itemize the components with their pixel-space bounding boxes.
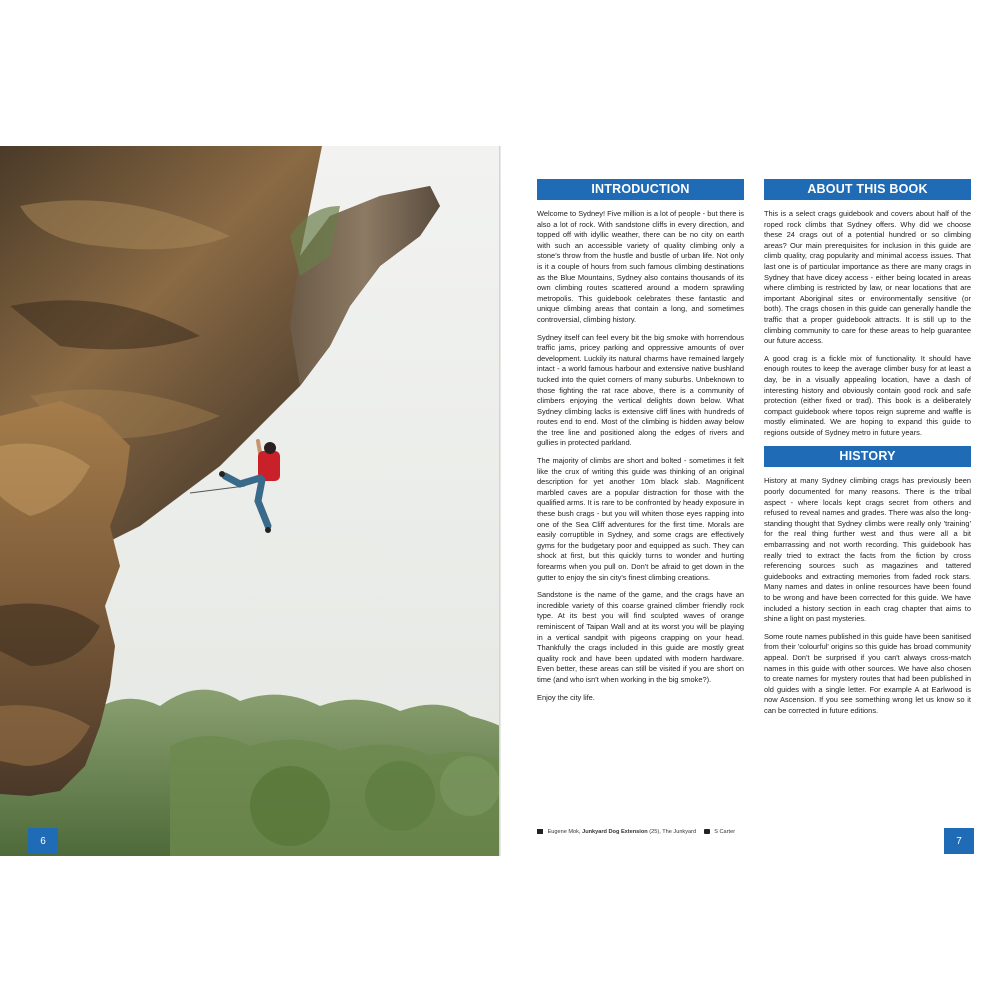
climbing-photo — [0, 146, 500, 856]
introduction-paragraph: Enjoy the city life. — [537, 692, 595, 702]
history-paragraph: Some route names published in this guide have been sanitised from their 'colourful' origins so this guide has broad community appeal. Don't be surprised if you can't always cross-match names in this guide with other sources. We have also chosen to create names for mystery routes that had been published in old guides with a single letter. For example A at Earlwood is now Ascension. If you see something wrong let us know so it can be corrected in future editions. — [764, 631, 971, 715]
history-heading: HISTORY — [764, 446, 971, 467]
introduction-heading: INTRODUCTION — [537, 179, 744, 200]
introduction-paragraph: The majority of climbs are short and bolted - sometimes it felt like the crux of writing this guide was thinking of an original description for yet another 10m black slab. Magnificent marbled caves are a popular distraction for those with the qualified arms. It is rare to be confronted by heady exposure in these bush crags - but you will whiten those eyes rapping into one of the Sea Cliff adventures for the first time. Morals are easily corruptible in Sydney, and some crags are effectively gyms for the budgetary poor and equipped as such. They can shock at first, but this quickly turns to wonder and hurting forearms when you pull on. Don't be afraid to get down in the gutter to enjoy the sin city's finest climbing creations. — [537, 456, 744, 582]
about-paragraph: This is a select crags guidebook and covers about half of the roped rock climbs that Sydney offers. Why did we choose these 24 crags out of a potential hundred or so climbing areas? Our main prerequisites for inclusion in this guide are climb quality, crag popularity and minimal access issues. That last one is of particular importance as there are many crags in Sydney that have dicey access - either being located in areas where climbing is restricted by law, or near locations that are important Aboriginal sites or environmentally sensitive (or both). The crags chosen in this guide can generally handle the traffic that a proper guidebook attracts. It is still up to the climbing community to care for these areas to help guarantee our future access. — [764, 209, 971, 346]
column-about-history — [764, 179, 971, 724]
about-paragraph: A good crag is a fickle mix of functionality. It should have enough routes to keep the average climber busy for at least a day, be in a visually appealing location, have a dash of interesting history and obviously contain good rock and safe protection (either fixed or trad). This book is a deliberately compact guidebook where topos reign supreme and waffle is mostly eliminated. We are hoping to expand this guide to regions outside of Sydney metro in future years. — [764, 353, 971, 437]
introduction-paragraph: Sandstone is the name of the game, and the crags have an incredible variety of this coarse grained climber friendly rock type. At its best you will find sculpted waves of orange reminiscent of Taipan Wall and at its worst you will be playing in a vertical sandpit with pigeons crapping on your head. Thankfully the crags included in this guide are mostly great quality rock and have been updated with modern hardware. Even better, these areas can still be visited if you are short on time (and who isn't when working in the big smoke?). — [537, 590, 744, 684]
introduction-paragraph: Sydney itself can feel every bit the big smoke with horrendous traffic jams, pricey parking and oppressive amounts of over development. Luckily its natural charms have remained largely intact - a world famous harbour and extensive native bushland tucked into the quiet corners of many suburbs. Unbeknown to those fighting the rat race above, there is a community of climbers enjoying the vertical delights down below. What Sydney climbing lacks is extensive cliff lines with hundreds of routes end to end. Most of the climbing is hidden away below the tree line and positioned along the edges of rivers and gullies in protected parkland. — [537, 332, 744, 448]
camera-icon — [704, 829, 710, 834]
photo-caption — [537, 829, 735, 835]
climber-icon — [537, 829, 543, 834]
left-page — [0, 146, 500, 856]
caption-crag: The Junkyard — [662, 829, 697, 835]
caption-route: Junkyard Dog Extension — [582, 829, 648, 835]
caption-photographer: S Carter — [714, 829, 736, 835]
caption-grade: (25), — [649, 829, 661, 835]
column-introduction — [537, 179, 744, 710]
history-paragraph: History at many Sydney climbing crags has previously been poorly documented for many reasons. There is the tribal aspect - where locals kept crags secret from others and refused to reveal names and grades. There was also the long-standing thought that Sydney climbs were really only 'training' for the real thing further west and thus were all a bit embarrassing and not worth recording. This guidebook has really tried to extract the facts from the fiction by cross referencing sources such as magazines and tattered guidebooks and extracting memories from faded rock stars. Many names and dates in online resources have been found to be wrong and have been corrected for this guide. We have included a history section in each crag chapter that aims to shine a light on past mysteries. — [764, 476, 971, 624]
right-page — [501, 146, 1000, 856]
book-spread — [0, 146, 1000, 856]
caption-climber: Eugene Mok, — [547, 829, 581, 835]
page-number-right: 7 — [944, 828, 974, 854]
introduction-paragraph: Welcome to Sydney! Five million is a lot of people - but there is also a lot of rock. With sandstone cliffs in every direction, and topped off with idyllic weather, there can be no city on earth with such an accessible variety of quality climbing only a stone's throw from the hustle and bustle of urban life. Not only is it a couple of hours from such famous climbing destinations as the Blue Mountains, Sydney also contains thousands of its own climbing routes scattered around a modern sprawling metropolis. This guidebook celebrates these fantastic and unique climbing areas that contain a long, and sometimes controversial, climbing history. — [537, 209, 744, 324]
about-heading: ABOUT THIS BOOK — [764, 179, 971, 200]
page-number-left: 6 — [28, 828, 58, 854]
